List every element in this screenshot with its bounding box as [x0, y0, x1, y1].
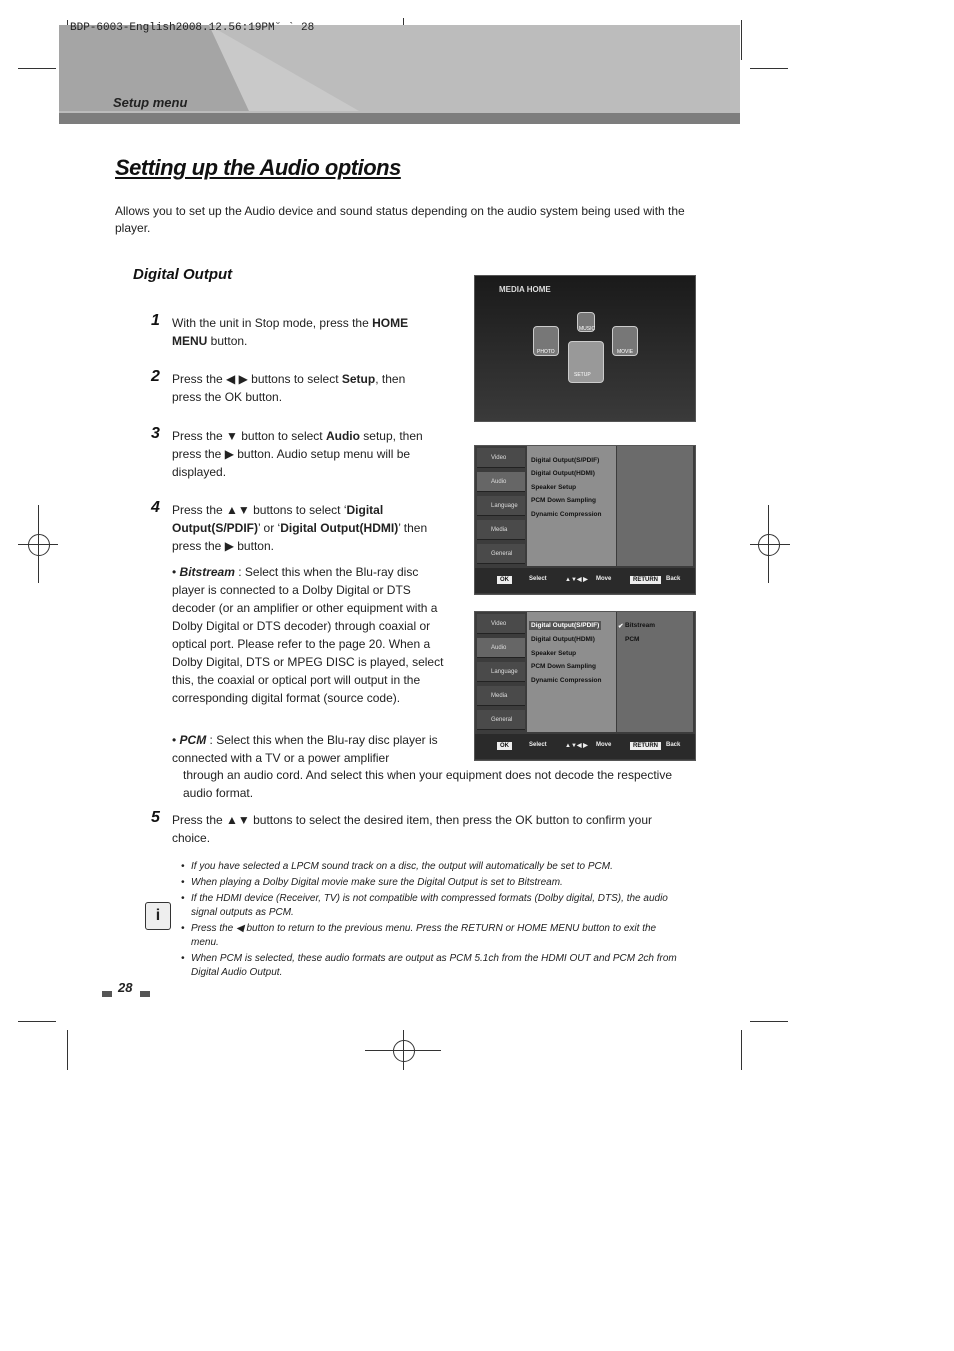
digital-output-screen — [474, 611, 696, 761]
notes-list — [181, 860, 681, 982]
crop-mark — [741, 1030, 742, 1070]
select-label: Select — [529, 742, 547, 748]
sidebar-item-general[interactable]: General — [477, 710, 525, 730]
sidebar-item-general[interactable]: General — [477, 544, 525, 564]
registration-mark — [28, 534, 50, 556]
option-spdif[interactable]: Digital Output(S/PDIF) — [531, 457, 600, 464]
header-bar — [59, 113, 740, 124]
move-label: Move — [596, 576, 612, 582]
setup-label: SETUP — [574, 372, 591, 378]
options-panel — [527, 612, 616, 732]
arrow-keys-icon: ▲▼◀ ▶ — [565, 577, 588, 583]
options-panel — [527, 446, 616, 566]
bullet-pcm-continued: through an audio cord. And select this when your equipment does not decode the respective audio format. — [183, 768, 672, 800]
ok-button[interactable]: OK — [497, 576, 512, 584]
section-label: Setup menu — [113, 95, 188, 110]
select-label: Select — [529, 576, 547, 582]
step-number: 5 — [151, 809, 160, 826]
note-item: • Press the ◀ button to return to the previous menu. Press the RETURN or HOME MENU button to exit the menu. — [181, 922, 681, 950]
movie-label: MOVIE — [617, 349, 634, 355]
step-2: Press the ◀ ▶ buttons to select Setup, then press the OK button. — [172, 372, 406, 404]
page-marker — [140, 991, 150, 997]
note-item: • When PCM is selected, these audio formats are output as PCM 5.1ch from the HDMI OUT and PCM 2ch from Digital Audio Output. — [181, 952, 681, 980]
crop-mark — [750, 544, 790, 545]
option-speaker-setup[interactable]: Speaker Setup — [531, 650, 577, 657]
bullet-bitstream: • Bitstream : Select this when the Blu-ray disc player is connected to a Dolby Digital or DTS decoder (or an amplifier or other equipment with a Dolby Digital or DTS decoder) through coaxial or optical port. Please refer to the page 20. When a Dolby Digital, DTS or MPEG DISC is played, select this, the coaxial or optical port will output in the corresponding digital format (source code). — [172, 565, 444, 705]
media-home-screen — [474, 275, 696, 422]
move-label: Move — [596, 742, 612, 748]
crop-mark — [750, 68, 788, 69]
sidebar-item-audio[interactable]: Audio — [477, 638, 525, 658]
sidebar-item-audio[interactable]: Audio — [477, 472, 525, 492]
setup-sidebar — [475, 612, 526, 732]
crop-mark — [67, 1030, 68, 1070]
values-panel — [617, 612, 693, 732]
sidebar-item-video[interactable]: Video — [477, 614, 525, 634]
photo-label: PHOTO — [537, 349, 555, 355]
crop-mark — [768, 505, 769, 583]
page-marker — [102, 991, 112, 997]
music-label: MUSIC — [579, 326, 596, 332]
step-number: 2 — [151, 368, 160, 385]
value-pcm[interactable]: PCM — [625, 636, 640, 643]
option-hdmi[interactable]: Digital Output(HDMI) — [531, 470, 595, 477]
subtitle: Digital Output — [133, 266, 233, 283]
ok-button[interactable]: OK — [497, 742, 512, 750]
note-item: • When playing a Dolby Digital movie make sure the Digital Output is set to Bitstream. — [181, 876, 681, 890]
sidebar-item-language[interactable]: Language — [477, 662, 525, 682]
crop-mark — [741, 20, 742, 60]
registration-mark — [393, 1040, 415, 1062]
sidebar-item-media[interactable]: Media — [477, 520, 525, 540]
audio-setup-screen — [474, 445, 696, 595]
option-hdmi[interactable]: Digital Output(HDMI) — [531, 636, 595, 643]
option-speaker-setup[interactable]: Speaker Setup — [531, 484, 577, 491]
back-label: Back — [666, 576, 681, 582]
crop-mark — [38, 505, 39, 583]
values-panel — [617, 446, 693, 566]
crop-mark — [403, 1030, 404, 1070]
value-bitstream[interactable]: Bitstream — [625, 622, 655, 629]
intro-text: Allows you to set up the Audio device and sound status depending on the audio system being used with the player. — [115, 204, 685, 235]
option-pcm-down-sampling[interactable]: PCM Down Sampling — [531, 497, 596, 504]
menu-footer — [475, 734, 695, 759]
registration-mark — [758, 534, 780, 556]
option-dynamic-compression[interactable]: Dynamic Compression — [531, 511, 602, 518]
option-spdif[interactable]: Digital Output(S/PDIF) — [531, 622, 600, 629]
sidebar-item-media[interactable]: Media — [477, 686, 525, 706]
option-pcm-down-sampling[interactable]: PCM Down Sampling — [531, 663, 596, 670]
bullet-pcm: • PCM : Select this when the Blu-ray disc player is connected with a TV or a power amplifier — [172, 733, 438, 765]
sidebar-item-video[interactable]: Video — [477, 448, 525, 468]
menu-footer — [475, 568, 695, 593]
back-label: Back — [666, 742, 681, 748]
option-dynamic-compression[interactable]: Dynamic Compression — [531, 677, 602, 684]
step-number: 4 — [151, 499, 160, 516]
step-5: Press the ▲▼ buttons to select the desired item, then press the OK button to confirm your choice. — [172, 813, 652, 845]
file-slug: BDP-6003-English2008.12.56:19PM˘ ` 28 — [70, 22, 315, 34]
sidebar-item-language[interactable]: Language — [477, 496, 525, 516]
crop-mark — [18, 68, 56, 69]
step-number: 3 — [151, 425, 160, 442]
step-1: With the unit in Stop mode, press the HOME MENU button. — [172, 316, 409, 348]
setup-sidebar — [475, 446, 526, 566]
crop-mark — [18, 1021, 56, 1022]
arrow-keys-icon: ▲▼◀ ▶ — [565, 743, 588, 749]
return-button[interactable]: RETURN — [630, 576, 661, 584]
step-3: Press the ▼ button to select Audio setup, then press the ▶ button. Audio setup menu will be displayed. — [172, 429, 423, 479]
page-number: 28 — [118, 980, 133, 995]
page-title: Setting up the Audio options — [115, 155, 401, 180]
return-button[interactable]: RETURN — [630, 742, 661, 750]
step-4: Press the ▲▼ buttons to select ‘Digital Output(S/PDIF)’ or ‘Digital Output(HDMI)’ then press the ▶ button. — [172, 503, 428, 553]
note-item: • If you have selected a LPCM sound track on a disc, the output will automatically be set to PCM. — [181, 860, 681, 874]
media-home-label: MEDIA HOME — [499, 285, 551, 294]
info-icon: i — [145, 902, 171, 930]
note-item: • If the HDMI device (Receiver, TV) is not compatible with compressed formats (Dolby digital, DTS), the audio signal outputs as PCM. — [181, 892, 681, 920]
crop-mark — [750, 1021, 788, 1022]
check-icon: ✔ — [618, 623, 624, 630]
step-number: 1 — [151, 312, 160, 329]
